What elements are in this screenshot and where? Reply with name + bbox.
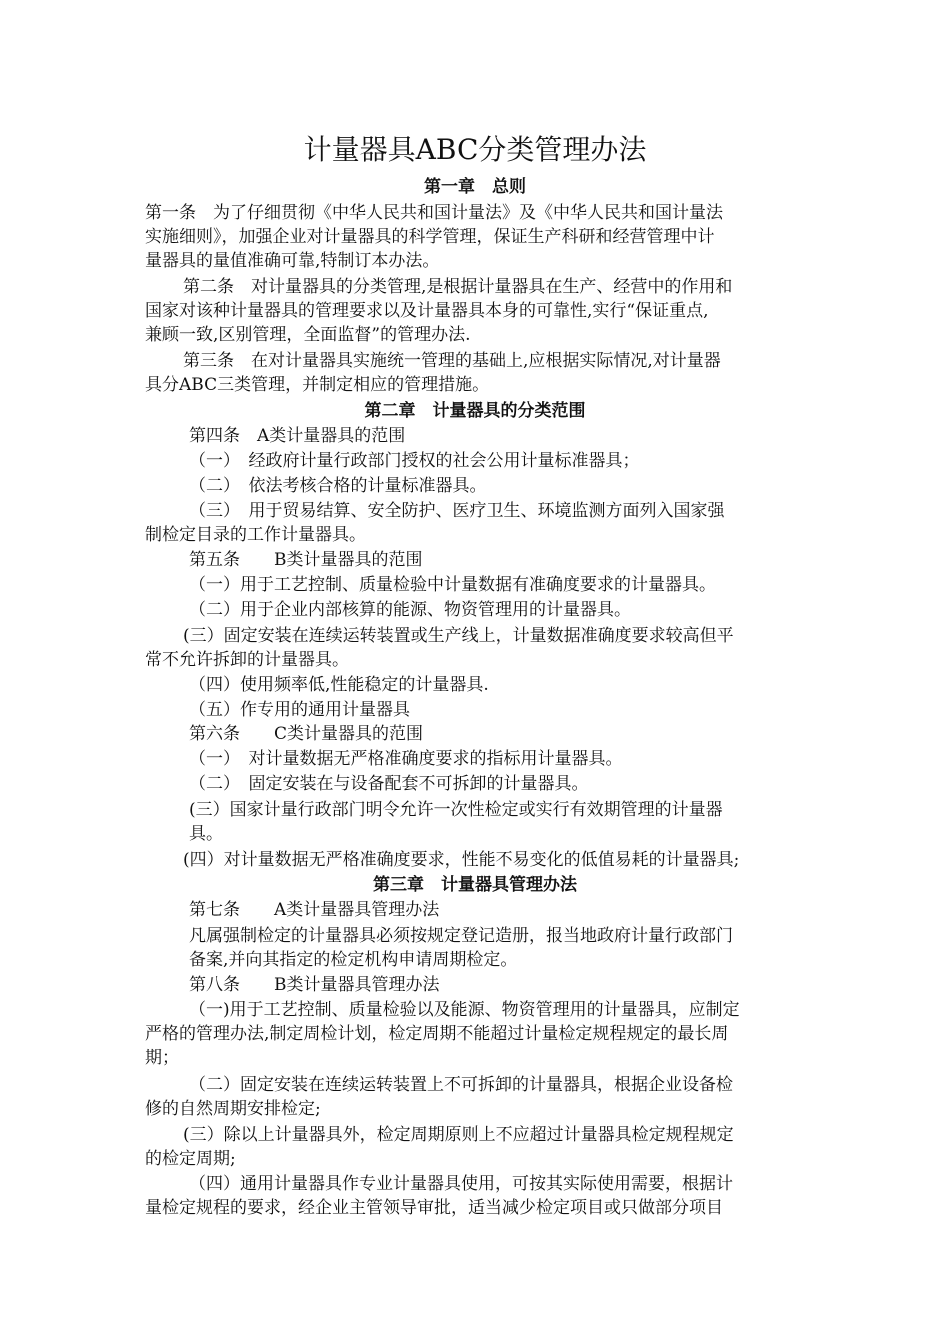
- text-line: （二）固定安装在连续运转装置上不可拆卸的计量器具，根据企业设备检: [189, 1075, 733, 1095]
- text-line: （一） 经政府计量行政部门授权的社会公用计量标准器具；: [189, 451, 640, 471]
- text-line: 的检定周期;: [145, 1149, 236, 1169]
- document-title: 计量器具ABC分类管理办法: [303, 133, 647, 166]
- chapter-heading-3: 第三章 计量器具管理办法: [373, 875, 577, 895]
- chapter-heading-1: 第一章 总则: [424, 177, 526, 197]
- text-line: 修的自然周期安排检定;: [145, 1099, 321, 1119]
- text-line: 兼顾一致,区别管理，全面监督”的管理办法.: [145, 325, 471, 345]
- text-line: 具分ABC三类管理，并制定相应的管理措施。: [145, 375, 490, 395]
- text-line: 第五条 B类计量器具的范围: [189, 550, 423, 570]
- text-line: 备案,并向其指定的检定机构申请周期检定。: [189, 950, 518, 970]
- text-line: （二） 固定安装在与设备配套不可拆卸的计量器具。: [189, 774, 589, 794]
- text-line: （四）使用频率低,性能稳定的计量器具.: [189, 675, 489, 695]
- text-line: （一） 对计量数据无严格准确度要求的指标用计量器具。: [189, 749, 623, 769]
- text-line: 严格的管理办法,制定周检计划，检定周期不能超过计量检定规程规定的最长周: [145, 1024, 729, 1044]
- text-line: (四）对计量数据无严格准确度要求，性能不易变化的低值易耗的计量器具;: [183, 850, 740, 870]
- text-line: 期；: [145, 1048, 179, 1068]
- text-line: 第七条 A类计量器具管理办法: [189, 900, 440, 920]
- text-line: 凡属强制检定的计量器具必须按规定登记造册，报当地政府计量行政部门: [189, 926, 733, 946]
- text-line: （二）用于企业内部核算的能源、物资管理用的计量器具。: [189, 600, 631, 620]
- text-line: 常不允许拆卸的计量器具。: [145, 650, 349, 670]
- text-line: (三）固定安装在连续运转装置或生产线上，计量数据准确度要求较高但平: [183, 626, 734, 646]
- text-line: 第二条 对计量器具的分类管理,是根据计量器具在生产、经营中的作用和: [183, 277, 733, 297]
- chapter-heading-2: 第二章 计量器具的分类范围: [364, 401, 586, 421]
- text-line: 第八条 B类计量器具管理办法: [189, 975, 440, 995]
- text-line: 实施细则》，加强企业对计量器具的科学管理，保证生产科研和经营管理中计: [145, 227, 715, 247]
- text-line: 第六条 C类计量器具的范围: [189, 724, 424, 744]
- text-line: 量检定规程的要求，经企业主管领导审批，适当减少检定项目或只做部分项目: [145, 1198, 723, 1218]
- text-line: (三）国家计量行政部门明令允许一次性检定或实行有效期管理的计量器: [189, 800, 723, 820]
- text-line: 国家对该种计量器具的管理要求以及计量器具本身的可靠性,实行“保证重点,: [145, 301, 709, 321]
- text-line: (三）除以上计量器具外，检定周期原则上不应超过计量器具检定规程规定: [183, 1125, 734, 1145]
- text-line: （一)用于工艺控制、质量检验以及能源、物资管理用的计量器具，应制定: [189, 1000, 740, 1020]
- text-line: 第三条 在对计量器具实施统一管理的基础上,应根据实际情况,对计量器: [183, 351, 721, 371]
- text-line: 第一条 为了仔细贯彻《中华人民共和国计量法》及《中华人民共和国计量法: [145, 203, 723, 223]
- text-line: 第四条 A类计量器具的范围: [189, 426, 406, 446]
- text-line: （一）用于工艺控制、质量检验中计量数据有准确度要求的计量器具。: [189, 575, 716, 595]
- text-line: 量器具的量值准确可靠,特制订本办法。: [145, 251, 440, 271]
- text-line: （二） 依法考核合格的计量标准器具。: [189, 476, 487, 496]
- text-line: （五）作专用的通用计量器具: [189, 700, 410, 720]
- text-line: 具。: [189, 824, 223, 844]
- text-line: （四）通用计量器具作专业计量器具使用，可按其实际使用需要，根据计: [189, 1174, 733, 1194]
- text-line: （三） 用于贸易结算、安全防护、医疗卫生、环境监测方面列入国家强: [189, 501, 725, 521]
- text-line: 制检定目录的工作计量器具。: [145, 525, 366, 545]
